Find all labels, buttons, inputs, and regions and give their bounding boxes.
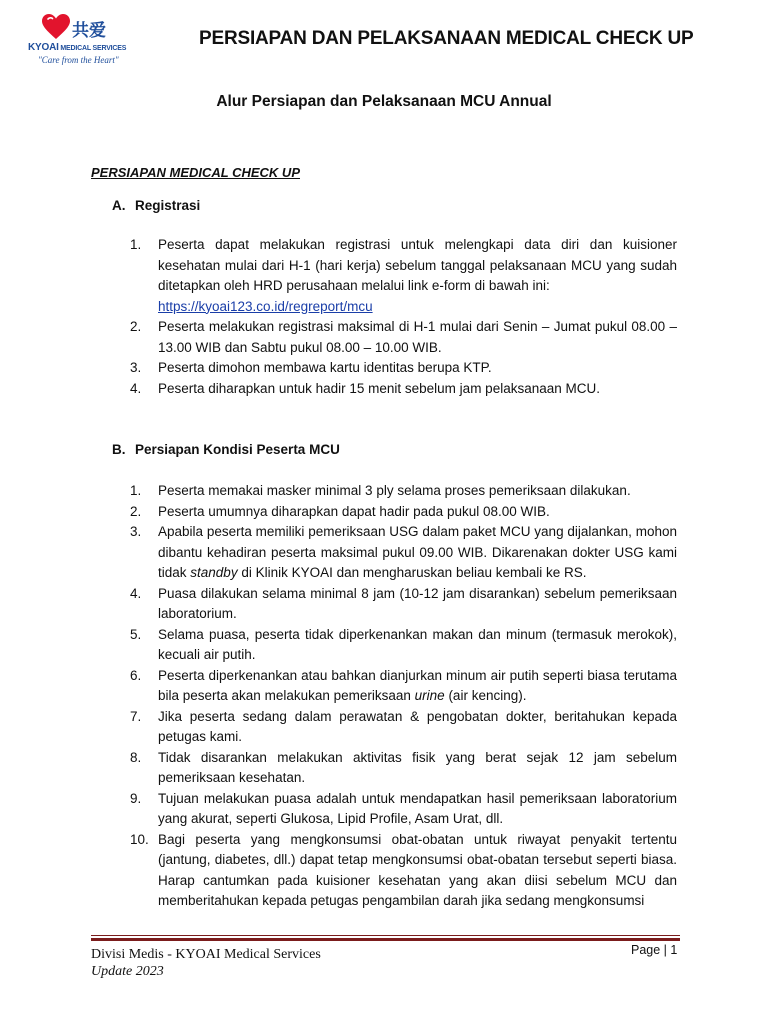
list-item bbox=[130, 502, 677, 523]
list-item bbox=[130, 830, 677, 912]
item-text: Peserta memakai masker minimal 3 ply selama proses pemeriksaan dilakukan. bbox=[158, 483, 631, 498]
item-number: 10. bbox=[130, 831, 149, 847]
registration-link[interactable]: https://kyoai123.co.id/regreport/mcu bbox=[158, 298, 373, 314]
list-item bbox=[130, 789, 677, 830]
list-item bbox=[130, 707, 677, 748]
item-text-emphasis: standby bbox=[190, 565, 238, 580]
item-text: Puasa dilakukan selama minimal 8 jam (10-12 jam disarankan) sebelum pemeriksaan laboratorium. bbox=[158, 585, 677, 621]
footer-divider bbox=[91, 935, 680, 936]
list-item bbox=[130, 748, 677, 789]
section-title: Registrasi bbox=[135, 198, 201, 213]
footer-update: Update 2023 bbox=[91, 964, 164, 979]
item-text: (air kencing). bbox=[444, 688, 527, 703]
item-text: Bagi peserta yang mengkonsumsi obat-obatan untuk riwayat penyakit tertentu (jantung, diabetes, dll.) dapat tetap mengkonsumsi obat-obatan tersebut seperti biasa. Harap cantumkan pada kuisioner kesehatan yang akan diisi sebelum MCU dan memberitahukan kepada petugas pengambilan darah jika sedang mengkonsumsi bbox=[158, 831, 677, 908]
item-text: Peserta diharapkan untuk hadir 15 menit sebelum jam pelaksanaan MCU. bbox=[158, 380, 600, 396]
page-number: Page | 1 bbox=[631, 943, 678, 957]
document-subtitle: Alur Persiapan dan Pelaksanaan MCU Annual bbox=[216, 93, 552, 110]
list-item bbox=[130, 625, 677, 666]
section-letter: B. bbox=[112, 442, 126, 457]
logo-brand bbox=[28, 42, 126, 53]
list-item bbox=[130, 358, 677, 379]
heart-icon bbox=[42, 14, 70, 40]
item-number: 1. bbox=[130, 483, 142, 498]
list-item bbox=[130, 379, 677, 400]
logo-tagline: "Care from the Heart" bbox=[38, 55, 119, 65]
list-item bbox=[130, 666, 677, 707]
company-logo bbox=[28, 12, 128, 70]
footer-info bbox=[91, 946, 321, 980]
item-text: Tujuan melakukan puasa adalah untuk mendapatkan hasil pemeriksaan laboratorium yang akurat, seperti Glukosa, Lipid Profile, Asam Urat, dll. bbox=[158, 790, 677, 826]
item-number: 2. bbox=[130, 319, 142, 334]
list-item bbox=[130, 235, 677, 317]
logo-cjk-text: 共爱 bbox=[72, 21, 106, 41]
footer-division: Divisi Medis - KYOAI Medical Services bbox=[91, 947, 321, 962]
item-number: 4. bbox=[130, 585, 142, 601]
item-number: 3. bbox=[130, 524, 142, 539]
list-item bbox=[130, 584, 677, 625]
item-text: Peserta dapat melakukan registrasi untuk melengkapi data diri dan kuisioner kesehatan mulai dari H-1 (hari kerja) sebelum tanggal pelaksanaan MCU yang sudah ditetapkan oleh HRD perusahaan melalui link e-form di bawah ini: bbox=[158, 237, 677, 293]
preparation-heading: PERSIAPAN MEDICAL CHECK UP bbox=[91, 165, 300, 180]
item-text: Jika peserta sedang dalam perawatan & pengobatan dokter, beritahukan kepada petugas kami. bbox=[158, 708, 677, 744]
section-b-heading bbox=[112, 442, 340, 457]
item-number: 8. bbox=[130, 749, 142, 765]
registration-list bbox=[130, 235, 677, 399]
list-item bbox=[130, 317, 677, 358]
item-number: 7. bbox=[130, 708, 142, 724]
item-number: 9. bbox=[130, 790, 142, 806]
item-text: Tidak disarankan melakukan aktivitas fisik yang berat sejak 12 jam sebelum pemeriksaan kesehatan. bbox=[158, 749, 677, 785]
item-number: 6. bbox=[130, 667, 142, 683]
item-number: 3. bbox=[130, 360, 142, 375]
footer-divider-thick bbox=[91, 938, 680, 941]
item-number: 5. bbox=[130, 626, 142, 642]
item-text: Peserta umumnya diharapkan dapat hadir pada pukul 08.00 WIB. bbox=[158, 503, 550, 519]
document-title: PERSIAPAN DAN PELAKSANAAN MEDICAL CHECK UP bbox=[199, 28, 694, 49]
item-text: Peserta diperkenankan atau bahkan dianjurkan minum air putih seperti biasa terutama bila peserta akan melakukan pemeriksaan bbox=[158, 667, 677, 703]
logo-brand-sub: MEDICAL SERVICES bbox=[58, 45, 127, 52]
item-text: Peserta dimohon membawa kartu identitas berupa KTP. bbox=[158, 360, 492, 375]
item-text: di Klinik KYOAI dan mengharuskan beliau kembali ke RS. bbox=[237, 565, 587, 580]
logo-brand-main: KYOAI bbox=[28, 42, 59, 53]
section-letter: A. bbox=[112, 198, 126, 213]
item-number: 2. bbox=[130, 503, 142, 519]
list-item bbox=[130, 481, 677, 502]
item-number: 4. bbox=[130, 380, 142, 396]
item-text: Selama puasa, peserta tidak diperkenankan makan dan minum (termasuk merokok), kecuali air putih. bbox=[158, 626, 677, 662]
section-a-heading bbox=[112, 198, 200, 213]
list-item bbox=[130, 522, 677, 584]
participant-condition-list bbox=[130, 481, 677, 912]
section-title: Persiapan Kondisi Peserta MCU bbox=[135, 442, 340, 457]
item-number: 1. bbox=[130, 237, 142, 252]
item-text: Peserta melakukan registrasi maksimal di H-1 mulai dari Senin – Jumat pukul 08.00 – 13.00 WIB dan Sabtu pukul 08.00 – 10.00 WIB. bbox=[158, 319, 677, 355]
item-text-emphasis: urine bbox=[414, 688, 445, 703]
item-text: Apabila peserta memiliki pemeriksaan USG dalam paket MCU yang dijalankan, mohon dibantu kehadiran peserta maksimal pukul 09.00 WIB. Dikarenakan dokter USG kami tidak bbox=[158, 524, 677, 580]
